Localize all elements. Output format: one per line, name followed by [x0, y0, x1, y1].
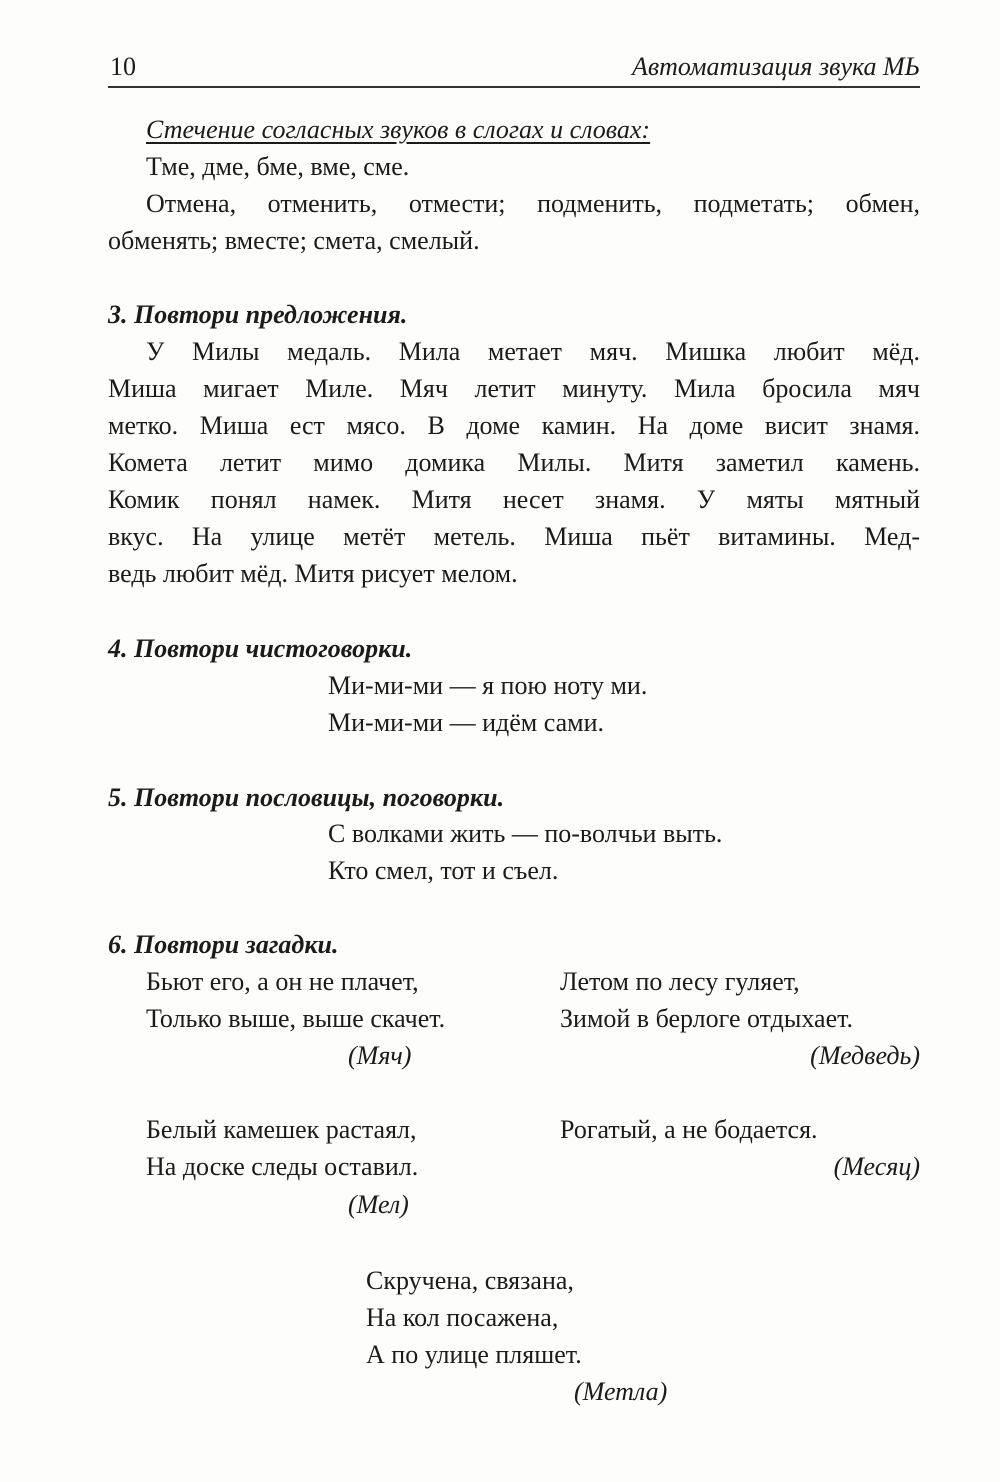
header-rule	[108, 86, 920, 88]
words-line-2: обменять; вместе; смета, смелый.	[108, 226, 480, 255]
riddle-line: Зимой в берлоге отдыхает.	[560, 1004, 854, 1033]
book-page	[108, 0, 920, 1482]
section-5-heading: 5. Повтори пословицы, поговорки.	[108, 783, 505, 812]
riddle-line: А по улице пляшет.	[366, 1340, 582, 1369]
sentence-line: Комик понял намек. Митя несет знамя. У мяты мятный	[108, 485, 920, 514]
sentence-line: метко. Миша ест мясо. В доме камин. На доме висит знамя.	[108, 411, 920, 440]
riddle-answer: (Метла)	[574, 1377, 668, 1406]
sentence-line: Миша мигает Миле. Мяч летит минуту. Мила бросила мяч	[108, 374, 920, 403]
page-number: 10	[110, 52, 136, 81]
riddle-answer: (Медведь)	[810, 1041, 920, 1070]
riddle-line: Рогатый, а не бодается.	[560, 1115, 818, 1144]
running-title: Автоматизация звука МЬ	[631, 52, 920, 81]
riddle-line: Летом по лесу гуляет,	[560, 967, 800, 996]
riddle-line: Только выше, выше скачет.	[146, 1004, 446, 1033]
sentence-line: Комета летит мимо домика Милы. Митя заметил камень.	[108, 448, 920, 477]
section-6-heading: 6. Повтори загадки.	[108, 930, 339, 959]
riddle-line: На доске следы оставил.	[146, 1152, 419, 1181]
sentence-line: ведь любит мёд. Митя рисует мелом.	[108, 559, 518, 588]
riddle-line: Бьют его, а он не плачет,	[146, 967, 419, 996]
sentence-line: У Милы медаль. Мила метает мяч. Мишка любит мёд.	[146, 337, 920, 366]
section-3-heading: 3. Повтори предложения.	[108, 300, 408, 329]
page-header	[108, 52, 920, 84]
syllables-line: Тме, дме, бме, вме, сме.	[146, 152, 410, 181]
tongue-twister-line: Ми-ми-ми — идём сами.	[328, 708, 604, 737]
riddle-answer: (Мяч)	[348, 1041, 412, 1070]
tongue-twister-line: Ми-ми-ми — я пою ноту ми.	[328, 671, 648, 700]
proverb-line: Кто смел, тот и съел.	[328, 856, 559, 885]
riddle-line: Скручена, связана,	[366, 1266, 574, 1295]
riddle-line: На кол посажена,	[366, 1303, 559, 1332]
consonant-cluster-subtitle: Стечение согласных звуков в слогах и словах:	[146, 115, 651, 144]
section-4-heading: 4. Повтори чистоговорки.	[108, 634, 413, 663]
riddle-answer: (Месяц)	[833, 1152, 920, 1181]
riddle-line: Белый камешек растаял,	[146, 1115, 417, 1144]
sentence-line: вкус. На улице метёт метель. Миша пьёт витамины. Мед-	[108, 522, 920, 551]
proverb-line: С волками жить — по-волчьи выть.	[328, 819, 723, 848]
riddle-answer: (Мел)	[348, 1190, 409, 1219]
words-line-1: Отмена, отменить, отмести; подменить, подметать; обмен,	[146, 189, 920, 218]
